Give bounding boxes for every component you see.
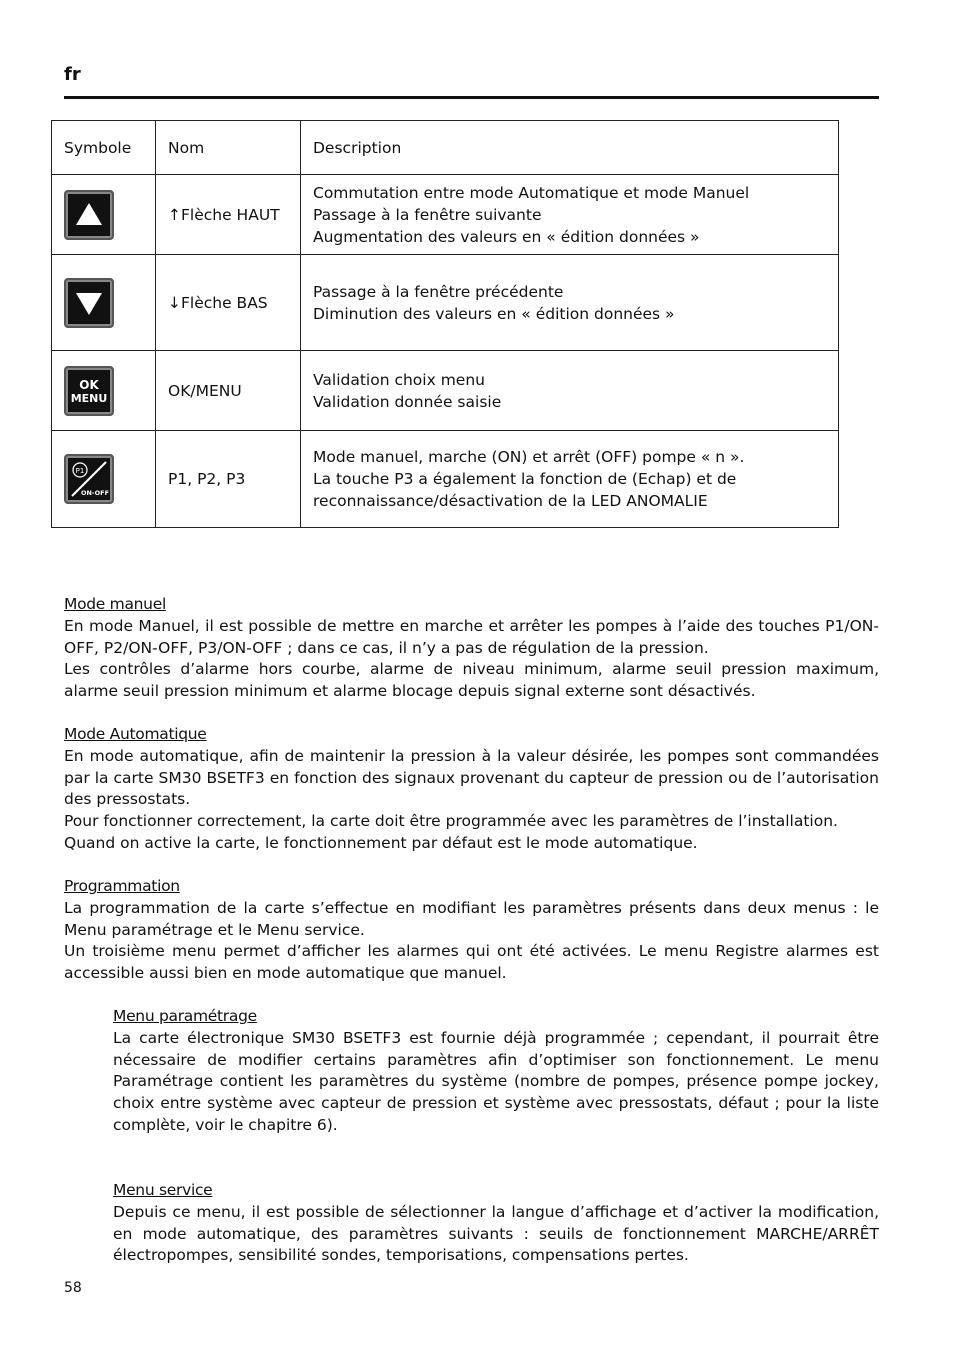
paragraph: Les contrôles d’alarme hors courbe, alarme de niveau minimum, alarme seuil pression maximum, alarme seuil pression minimum et alarme blocage depuis signal externe sont désactivés.: [64, 660, 879, 701]
paragraph: Un troisième menu permet d’afficher les alarmes qui ont été activées. Le menu Registre alarmes est accessible aussi bien en mode automatique que manuel.: [64, 942, 879, 983]
svg-text:MENU: MENU: [70, 391, 108, 405]
arrow-up-key-icon: [64, 190, 114, 240]
paragraph: La programmation de la carte s’effectue en modifiant les paramètres présents dans deux menus : le Menu paramétrage et le Menu service.: [64, 898, 879, 939]
table-row: [52, 255, 839, 351]
section-heading: Mode manuel: [64, 595, 166, 613]
section-heading: Programmation: [64, 877, 180, 895]
symbol-table: [51, 120, 839, 528]
table-row: [52, 175, 839, 255]
table-row: [52, 351, 839, 431]
language-label: fr: [64, 64, 81, 85]
table-row: [52, 431, 839, 528]
header-description: Description: [301, 121, 839, 175]
header-rule: [64, 96, 879, 99]
paragraph: La carte électronique SM30 BSETF3 est fournie déjà programmée ; cependant, il pourrait être nécessaire de modifier certains paramètres afin d’optimiser son fonctionnement. Le menu Paramétrage contient les paramètres du système (nombre de pompes, présence pompe jockey, choix entre système avec capteur de pression et système avec pressostats, défaut ; pour la liste complète, voir le chapitre 6).: [113, 1028, 879, 1134]
paragraph: En mode Manuel, il est possible de mettre en marche et arrêter les pompes à l’aide des touches P1/ON-OFF, P2/ON-OFF, P3/ON-OFF ; dans ce cas, il n’y a pas de régulation de la pression.: [64, 616, 879, 657]
header-symbol: Symbole: [52, 121, 156, 175]
pump-on-off-key-icon: [64, 454, 114, 504]
key-description: Validation choix menu Validation donnée saisie: [301, 351, 839, 431]
ok-menu-key-icon: [64, 366, 114, 416]
page-number: 58: [64, 1280, 82, 1296]
svg-text:ON-OFF: ON-OFF: [80, 489, 110, 497]
section-heading: Menu paramétrage: [113, 1007, 257, 1025]
key-description: Passage à la fenêtre précédente Diminution des valeurs en « édition données »: [301, 255, 839, 351]
section-menu-parametrage: [113, 1006, 879, 1137]
section-mode-automatique: [64, 724, 879, 855]
paragraph: Quand on active la carte, le fonctionnement par défaut est le mode automatique.: [64, 833, 698, 852]
paragraph: Depuis ce menu, il est possible de sélectionner la langue d’affichage et d’activer la modification, en mode automatique, des paramètres suivants : seuils de fonctionnement MARCHE/ARRÊT électropompes, sensibilité sondes, temporisations, compensations pertes.: [113, 1202, 879, 1265]
arrow-down-key-icon: [64, 278, 114, 328]
key-name: P1, P2, P3: [156, 431, 301, 528]
key-description: Commutation entre mode Automatique et mode Manuel Passage à la fenêtre suivante Augmentation des valeurs en « édition données »: [301, 175, 839, 255]
section-heading: Mode Automatique: [64, 725, 207, 743]
paragraph: Pour fonctionner correctement, la carte doit être programmée avec les paramètres de l’installation.: [64, 812, 838, 831]
key-name: ↑Flèche HAUT: [156, 175, 301, 255]
key-description: Mode manuel, marche (ON) et arrêt (OFF) pompe « n ». La touche P3 a également la fonction de (Echap) et de reconnaissance/désactivation de la LED ANOMALIE: [301, 431, 839, 528]
section-heading: Menu service: [113, 1181, 213, 1199]
header-name: Nom: [156, 121, 301, 175]
svg-text:P1: P1: [75, 467, 85, 475]
table-header-row: [52, 121, 839, 175]
svg-text:OK: OK: [79, 377, 99, 392]
section-programmation: [64, 876, 879, 985]
key-name: OK/MENU: [156, 351, 301, 431]
key-name: ↓Flèche BAS: [156, 255, 301, 351]
section-menu-service: [113, 1180, 879, 1267]
paragraph: En mode automatique, afin de maintenir la pression à la valeur désirée, les pompes sont commandées par la carte SM30 BSETF3 en fonction des signaux provenant du capteur de pression ou de l’autorisation des pressostats.: [64, 746, 879, 809]
section-mode-manuel: [64, 594, 879, 703]
